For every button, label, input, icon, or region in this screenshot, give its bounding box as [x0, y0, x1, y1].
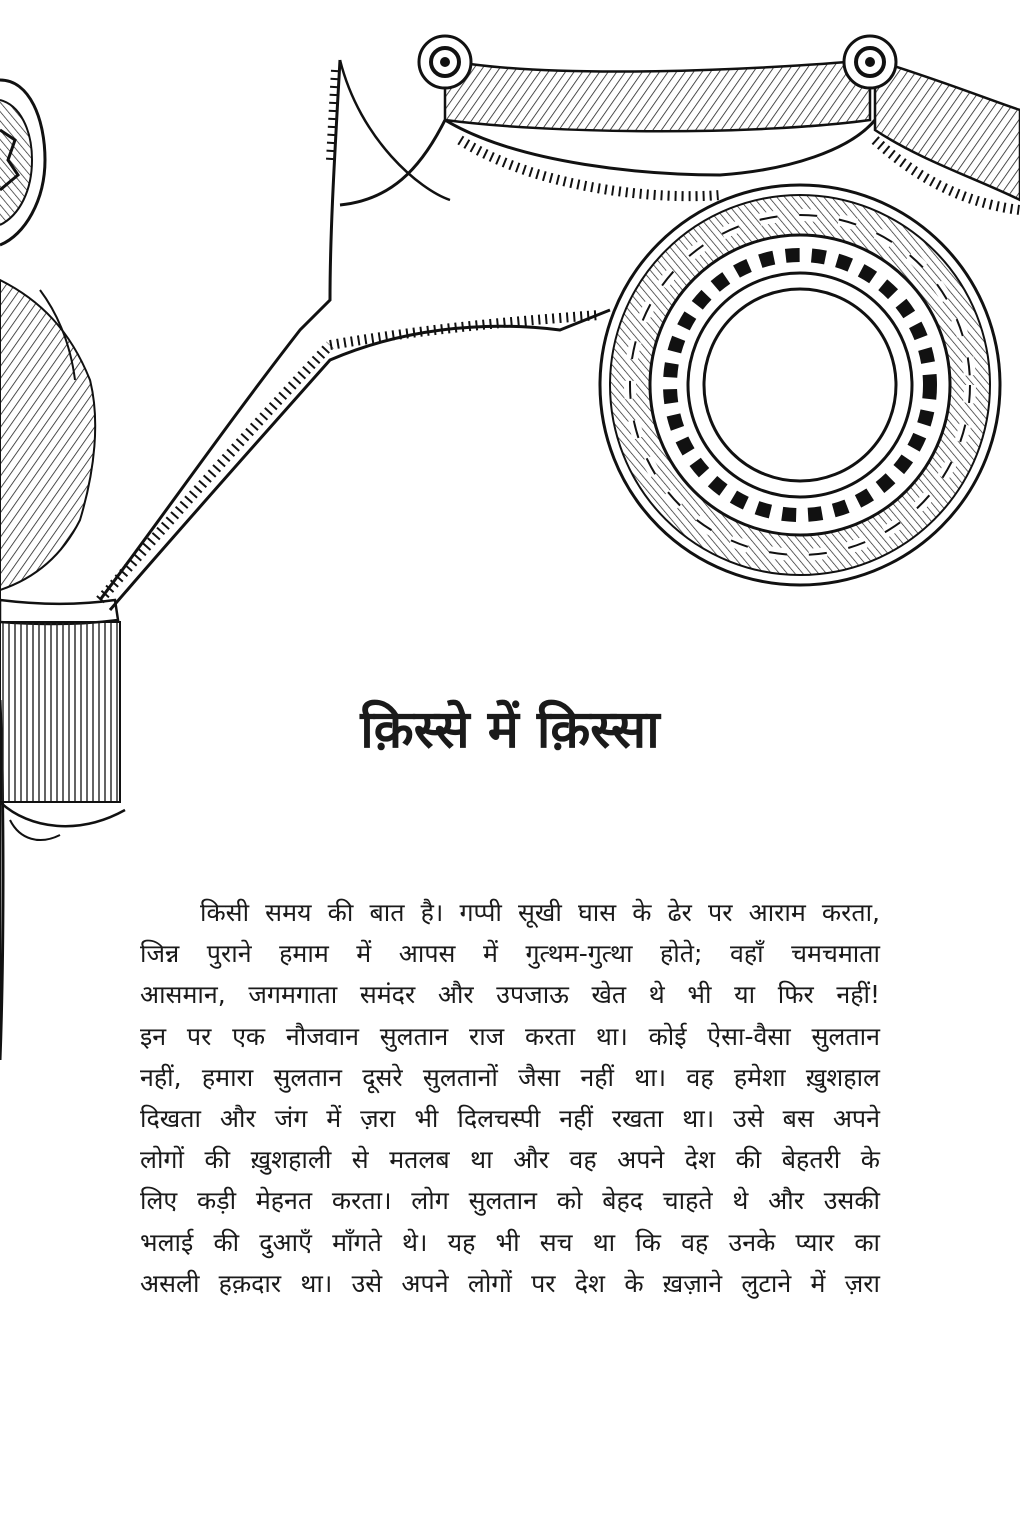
paragraph-line-7: लोगों की ख़ुशहाली से मतलब था और वह अपने देश की बेहतरी के [140, 1145, 880, 1175]
main-curtain [100, 60, 610, 610]
chapter-title: क़िस्से में क़िस्सा [360, 700, 660, 760]
story-paragraph [140, 892, 880, 1304]
greek-key-medallion [600, 185, 1000, 585]
paragraph-line-2: जिन्न पुराने हमाम में आपस में गुत्थम-गुत्था होते; वहाँ चमचमाता [140, 939, 880, 969]
rosette-right [844, 36, 896, 88]
paragraph-line-1: किसी समय की बात है। गप्पी सूखी घास के ढेर पर आराम करता, [200, 898, 880, 927]
paragraph-line-5: नहीं, हमारा सुलतान दूसरे सुलतानों जैसा नहीं था। वह हमेशा ख़ुशहाल [140, 1062, 880, 1092]
paragraph-line-8: लिए कड़ी मेहनत करता। लोग सुलतान को बेहद चाहते थे और उसकी [140, 1186, 880, 1216]
left-medallion [0, 80, 45, 245]
paragraph-line-4: इन पर एक नौजवान सुलतान राज करता था। कोई ऐसा-वैसा सुलतान [140, 1021, 880, 1051]
rosette-left [419, 36, 471, 88]
paragraph-line-10: असली हक़दार था। उसे अपने लोगों पर देश के ख़ज़ाने लुटाने में ज़रा [140, 1268, 880, 1298]
paragraph-line-3: आसमान, जगमगाता समंदर और उपजाऊ खेत थे भी या फिर नहीं! [140, 980, 880, 1010]
paragraph-line-9: भलाई की दुआएँ माँगते थे। यह भी सच था कि वह उनके प्यार का [140, 1227, 880, 1257]
paragraph-line-6: दिखता और जंग में ज़रा भी दिलचस्पी नहीं रखता था। उसे बस अपने [140, 1103, 880, 1133]
